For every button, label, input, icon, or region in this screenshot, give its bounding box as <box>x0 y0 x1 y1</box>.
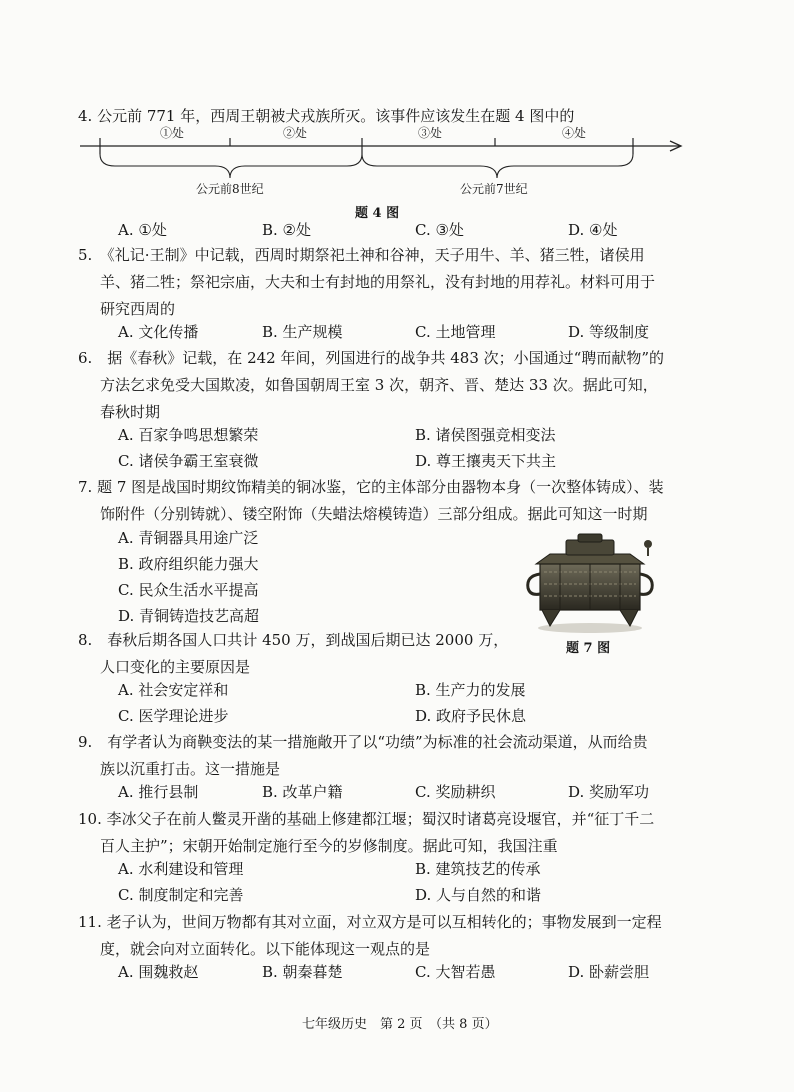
q8-option-b: B. 生产力的发展 <box>415 681 526 699</box>
q7-line-2: 饰附件（分别铸就）、镂空附饰（失蜡法熔模铸造）三部分组成。据此可知这一时期 <box>100 505 648 523</box>
q5-line-1: 5. 《礼记·王制》中记载，西周时期祭祀土神和谷神，天子用牛、羊、猪三牲，诸侯用 <box>78 246 645 264</box>
q4-option-d: D. ④处 <box>568 221 618 239</box>
q9-line-2: 族以沉重打击。这一措施是 <box>100 760 281 778</box>
q7-option-b: B. 政府组织能力强大 <box>118 555 259 573</box>
timeline-century-8: 公元前8世纪 <box>196 182 264 196</box>
q11-option-d: D. 卧薪尝胆 <box>568 963 650 981</box>
q8-line-1: 8. 春秋后期各国人口共计 450 万，到战国后期已达 2000 万， <box>78 631 509 649</box>
q7-option-a: A. 青铜器具用途广泛 <box>118 529 259 547</box>
q11-option-a: A. 围魏救赵 <box>118 963 199 981</box>
q6-line-3: 春秋时期 <box>100 403 161 421</box>
q11-option-c: C. 大智若愚 <box>415 963 496 981</box>
timeline-position-3: ③处 <box>418 126 443 140</box>
q6-line-1: 6. 据《春秋》记载，在 242 年间，列国进行的战争共 483 次；小国通过“聘而献物”的 <box>78 349 664 367</box>
q10-option-b: B. 建筑技艺的传承 <box>415 860 541 878</box>
q5-option-b: B. 生产规模 <box>262 323 343 341</box>
q8-option-a: A. 社会安定祥和 <box>118 681 229 699</box>
q10-line-2: 百人主护”；宋朝开始制定施行至今的岁修制度。据此可知，我国注重 <box>100 837 558 855</box>
timeline-position-1: ①处 <box>160 126 185 140</box>
q10-line-1: 10. 李冰父子在前人鳖灵开凿的基础上修建都江堰；蜀汉时诸葛亮设堰官，并“征丁千二 <box>78 810 655 828</box>
q7-caption: 题 7 图 <box>566 641 611 656</box>
bronze-ice-chest-image <box>520 532 660 634</box>
q9-option-c: C. 奖励耕织 <box>415 783 496 801</box>
q9-option-d: D. 奖励军功 <box>568 783 650 801</box>
q7-line-1: 7. 题 7 图是战国时期纹饰精美的铜冰鉴，它的主体部分由器物本身（一次整体铸成）、装 <box>78 478 664 496</box>
q4-stem: 4. 公元前 771 年，西周王朝被犬戎族所灭。该事件应该发生在题 4 图中的 <box>78 107 575 125</box>
q5-option-c: C. 土地管理 <box>415 323 496 341</box>
q8-option-c: C. 医学理论进步 <box>118 707 229 725</box>
q7-option-c: C. 民众生活水平提高 <box>118 581 259 599</box>
q4-option-c: C. ③处 <box>415 221 464 239</box>
timeline-position-2: ②处 <box>283 126 308 140</box>
page-footer: 七年级历史 第 2 页 （共 8 页） <box>302 1017 498 1032</box>
timeline-century-7: 公元前7世纪 <box>460 182 528 196</box>
timeline-position-4: ④处 <box>562 126 587 140</box>
q8-option-d: D. 政府予民休息 <box>415 707 527 725</box>
q6-option-c: C. 诸侯争霸王室衰微 <box>118 452 259 470</box>
q10-option-a: A. 水利建设和管理 <box>118 860 244 878</box>
q11-option-b: B. 朝秦暮楚 <box>262 963 343 981</box>
bracket-8th-century <box>100 154 362 178</box>
q8-line-2: 人口变化的主要原因是 <box>100 658 251 676</box>
q4-option-b: B. ②处 <box>262 221 312 239</box>
q7-option-d: D. 青铜铸造技艺高超 <box>118 607 260 625</box>
q9-line-1: 9. 有学者认为商鞅变法的某一措施敞开了以“功绩”为标准的社会流动渠道，从而给贵 <box>78 733 648 751</box>
q6-option-a: A. 百家争鸣思想繁荣 <box>118 426 259 444</box>
q10-option-d: D. 人与自然的和谐 <box>415 886 542 904</box>
q9-option-b: B. 改革户籍 <box>262 783 343 801</box>
q5-line-2: 羊、猪二牲；祭祀宗庙，大夫和士有封地的用祭礼，没有封地的用荐礼。材料可用于 <box>100 273 656 291</box>
q9-option-a: A. 推行县制 <box>118 783 199 801</box>
q4-option-a: A. ①处 <box>118 221 167 239</box>
q10-option-c: C. 制度制定和完善 <box>118 886 244 904</box>
q6-option-d: D. 尊王攘夷天下共主 <box>415 452 557 470</box>
q5-line-3: 研究西周的 <box>100 300 176 318</box>
q5-option-a: A. 文化传播 <box>118 323 199 341</box>
q6-option-b: B. 诸侯图强竞相变法 <box>415 426 556 444</box>
q5-option-d: D. 等级制度 <box>568 323 650 341</box>
q6-line-2: 方法乞求免受大国欺凌，如鲁国朝周王室 3 次，朝齐、晋、楚达 33 次。据此可知， <box>100 376 658 394</box>
q11-line-2: 度，就会向对立面转化。以下能体现这一观点的是 <box>100 940 431 958</box>
q11-line-1: 11. 老子认为，世间万物都有其对立面，对立双方是可以互相转化的；事物发展到一定程 <box>78 913 662 931</box>
bracket-7th-century <box>362 154 633 178</box>
q4-caption: 题 4 图 <box>355 206 400 221</box>
